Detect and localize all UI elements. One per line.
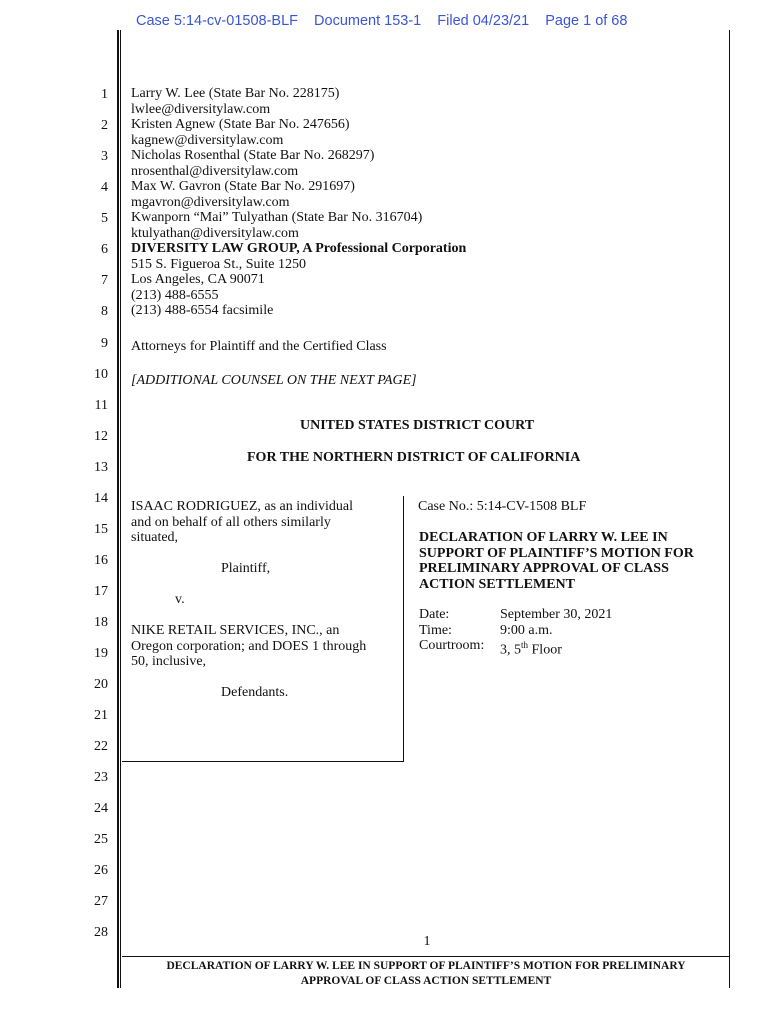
line-number: 15 [94,522,108,537]
line-number: 24 [94,801,108,816]
line-number: 5 [101,211,108,226]
line-number: 9 [101,336,108,351]
left-margin-rule-inner [120,30,121,988]
line-number: 22 [94,739,108,754]
line-number: 1 [101,87,108,102]
line-number: 26 [94,863,108,878]
hearing-date-value: September 30, 2021 [500,607,613,622]
court-district: FOR THE NORTHERN DISTRICT OF CALIFORNIA [247,450,581,465]
line-number: 18 [94,615,108,630]
plaintiff-name-line: ISAAC RODRIGUEZ, as an individual [131,499,354,514]
right-margin-rule [729,30,730,988]
hearing-time-label: Time: [419,622,452,638]
page-number: 1 [423,934,431,949]
line-number: 23 [94,770,108,785]
line-number: 21 [94,708,108,723]
footer-line: DECLARATION OF LARRY W. LEE IN SUPPORT OF PLAINTIFF’S MOTION FOR PRELIMINARY [166,960,686,972]
document-title-line: SUPPORT OF PLAINTIFF’S MOTION FOR [419,545,694,561]
line-number: 8 [101,304,108,319]
footer-title [122,959,730,989]
defendant-name-line: NIKE RETAIL SERVICES, INC., an [131,623,340,638]
hearing-time-value: 9:00 a.m. [500,622,553,638]
line-number: 14 [94,491,108,506]
firm-address-line: 515 S. Figueroa St., Suite 1250 [131,256,307,272]
counsel-email: kagnew@diversitylaw.com [131,132,284,148]
defendant-name-line: 50, inclusive, [131,654,207,669]
counsel-email: nrosenthal@diversitylaw.com [131,163,299,179]
plaintiff-name-line: situated, [131,530,179,545]
court-title: UNITED STATES DISTRICT COURT [300,418,535,433]
line-number: 13 [94,460,108,475]
line-number: 25 [94,832,108,847]
counsel-line: Kristen Agnew (State Bar No. 247656) [131,117,350,132]
left-margin-rule-outer [117,30,119,988]
document-title-line: ACTION SETTLEMENT [419,576,575,592]
footer-rule [122,956,730,957]
line-number: 3 [101,149,108,164]
counsel-line: Kwanporn “Mai” Tulyathan (State Bar No. 316704) [131,210,423,225]
line-number: 10 [94,367,108,382]
page-count-stamp: Page 1 of 68 [545,13,628,29]
firm-phone: (213) 488-6555 [131,287,219,303]
additional-counsel-note: [ADDITIONAL COUNSEL ON THE NEXT PAGE] [131,373,417,388]
line-number: 11 [94,398,108,413]
line-number: 12 [94,429,108,444]
courtroom-ordinal: th [521,640,529,650]
courtroom-label: Courtroom: [419,638,485,653]
document-title-line: DECLARATION OF LARRY W. LEE IN [419,530,668,545]
counsel-line: Larry W. Lee (State Bar No. 228175) [131,86,340,101]
plaintiff-name-line: and on behalf of all others similarly [131,514,331,530]
line-number: 6 [101,242,108,257]
line-number: 19 [94,646,108,661]
line-number: 4 [101,180,108,195]
firm-name: DIVERSITY LAW GROUP, A Professional Corporation [131,241,467,256]
line-number: 16 [94,553,108,568]
versus: v. [175,592,185,607]
firm-fax: (213) 488-6554 facsimile [131,303,274,318]
plaintiff-label: Plaintiff, [221,561,271,576]
defendant-label: Defendants. [221,685,289,700]
line-number: 2 [101,118,108,133]
counsel-email: ktulyathan@diversitylaw.com [131,225,299,241]
courtroom-value [500,638,562,658]
filed-date-stamp: Filed 04/23/21 [437,13,530,29]
line-number: 7 [101,273,108,288]
hearing-date-label: Date: [419,607,450,622]
ecf-header-stamp [136,13,639,29]
document-title-line: PRELIMINARY APPROVAL OF CLASS [419,561,669,576]
counsel-line: Nicholas Rosenthal (State Bar No. 268297) [131,148,375,163]
courtroom-floor: Floor [528,642,562,658]
line-number: 17 [94,584,108,599]
counsel-line: Max W. Gavron (State Bar No. 291697) [131,179,355,194]
case-number: Case No.: 5:14-CV-1508 BLF [418,499,587,514]
line-number: 27 [94,894,108,909]
counsel-email: mgavron@diversitylaw.com [131,194,290,210]
document-number-stamp: Document 153-1 [314,13,422,29]
line-number: 20 [94,677,108,692]
firm-address-line: Los Angeles, CA 90071 [131,272,265,287]
defendant-name-line: Oregon corporation; and DOES 1 through [131,638,367,654]
line-number: 28 [94,925,108,940]
case-number-stamp: Case 5:14-cv-01508-BLF [136,13,298,29]
attorneys-for: Attorneys for Plaintiff and the Certified Class [131,339,387,354]
footer-line: APPROVAL OF CLASS ACTION SETTLEMENT [300,975,552,987]
counsel-email: lwlee@diversitylaw.com [131,101,271,117]
courtroom-number: 3, 5 [500,642,521,658]
